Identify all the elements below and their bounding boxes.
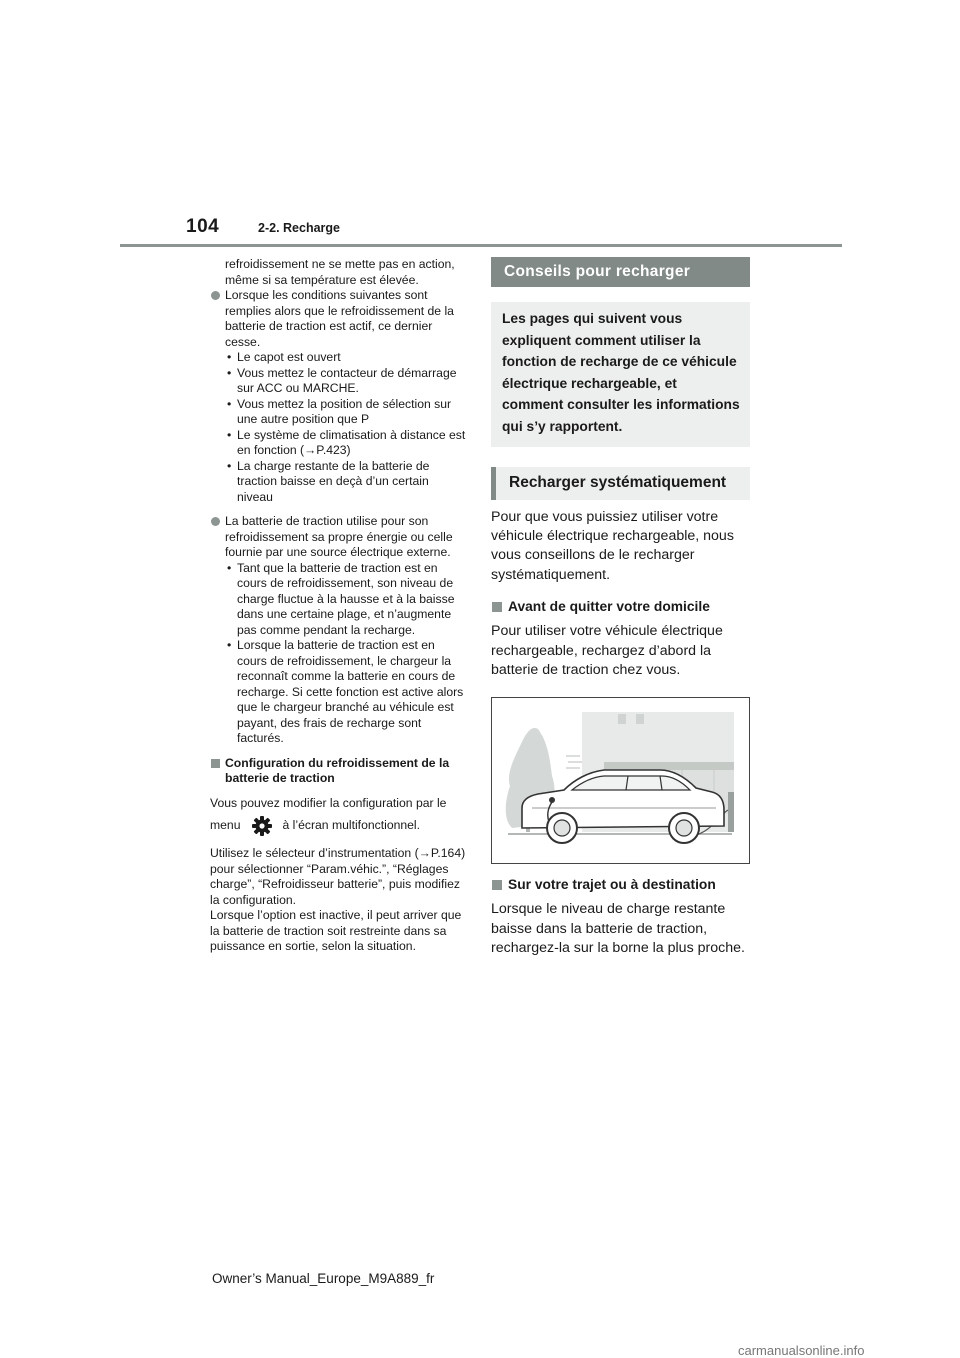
intro-box: Les pages qui suivent vous expliquent comment utiliser la fonction de recharge de ce véhicule électrique rechargeable, et comment consulter les informations qui s’y rapportent. <box>491 302 750 447</box>
bullet-dot-icon <box>211 291 220 300</box>
bullet-energy-source <box>210 514 468 747</box>
bullet-text: Lorsque les conditions suivantes sont remplies alors que le refroidissement de la batterie de traction est actif, ce dernier cesse. <box>225 288 454 349</box>
right-column <box>491 257 750 959</box>
list-item: • Le capot est ouvert <box>227 350 341 364</box>
banner-charging-tips: Conseils pour recharger <box>491 257 750 287</box>
bullet-text: La batterie de traction utilise pour son refroidissement sa propre énergie ou celle fournie par une source électrique externe. <box>225 514 453 559</box>
route-text: Lorsque le niveau de charge restante baisse dans la batterie de traction, rechargez-la sur la borne la plus proche. <box>491 901 745 957</box>
left-column <box>210 257 468 955</box>
config-heading: Configuration du refroidissement de la batterie de traction <box>210 756 468 787</box>
header-divider <box>120 244 842 247</box>
square-bullet-icon <box>211 759 220 768</box>
car-charging-illustration <box>491 697 750 864</box>
section-text: Pour que vous puissiez utiliser votre véhicule électrique rechargeable, nous vous conseillons de le recharger systématiquement. <box>491 508 734 583</box>
config-note: Lorsque l’option est inactive, il peut arriver que la batterie de traction soit restreinte dans sa puissance en sortie, selon la situation. <box>210 908 462 953</box>
section-title: Recharger systématiquement <box>491 467 750 500</box>
list-item: • Vous mettez le contacteur de démarrage sur ACC ou MARCHE. <box>227 365 457 395</box>
watermark: carmanualsonline.info <box>738 1343 865 1358</box>
subhead-route: Sur votre trajet ou à destination <box>491 877 750 892</box>
bullet-dot-icon <box>211 517 220 526</box>
footer-doc-id: Owner’s Manual_Europe_M9A889_fr <box>212 1271 435 1286</box>
square-bullet-icon <box>492 602 502 612</box>
bullet-cooling-stop <box>210 288 468 505</box>
list-item: • Vous mettez la position de sélection sur une autre position que P <box>227 396 452 426</box>
list-item: • La charge restante de la batterie de traction baisse en deçà d’un certain niveau <box>227 458 430 504</box>
subhead-home: Avant de quitter votre domicile <box>491 599 750 614</box>
list-item: • Le système de climatisation à distance est en fonction (→P.423) <box>227 427 466 457</box>
config-text: Vous pouvez modifier la configuration par le <box>210 795 447 810</box>
gear-icon <box>251 815 273 837</box>
list-item: • Lorsque la batterie de traction est en cours de refroidissement, le chargeur la reconnaît comme la batterie en cours de recharge. Si cette fonction est active alors que le chargeur branché au véhicule est payant, des frais de recharge sont facturés. <box>227 638 464 745</box>
continuation-text: refroidissement ne se mette pas en action, même si sa température est élevée. <box>225 257 455 287</box>
menu-line: menu à l’écran multifonctionnel. <box>210 815 468 837</box>
section-label: 2-2. Recharge <box>258 221 340 235</box>
page-number: 104 <box>186 216 220 237</box>
list-item: • Tant que la batterie de traction est en cours de refroidissement, son niveau de charge fluctue à la hausse et à la baisse dans une certaine plage, et n’augmente pas comme pendant la recharge. <box>227 560 455 637</box>
square-bullet-icon <box>492 880 502 890</box>
page-header <box>0 0 960 250</box>
config-instructions: Utilisez le sélecteur d’instrumentation (→P.164) pour sélectionner “Param.véhic.”, “Réglages charge”, “Refroidisseur batterie”, puis modifiez la configuration. <box>210 846 466 907</box>
home-text: Pour utiliser votre véhicule électrique rechargeable, rechargez d’abord la batterie de traction chez vous. <box>491 623 723 678</box>
